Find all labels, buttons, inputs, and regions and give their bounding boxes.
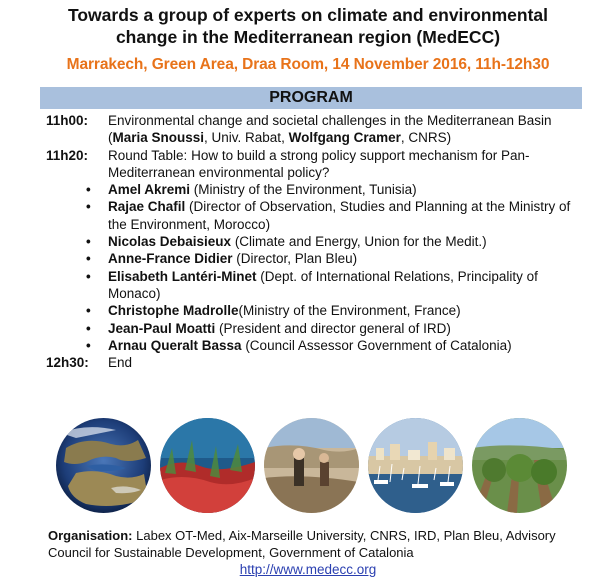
agenda-description: End (108, 355, 133, 371)
agenda-description (108, 112, 586, 147)
agenda-time: 12h30: (46, 355, 89, 371)
participant-role: (Ministry of the Environment, France) (238, 303, 461, 319)
participant-name: Elisabeth Lantéri-Minet (108, 268, 257, 284)
seagrass-photo (160, 418, 255, 513)
participant (46, 181, 586, 198)
event-details: Marrakech, Green Area, Draa Room, 14 November 2016, 11h-12h30 (66, 56, 550, 73)
harbour-photo (368, 418, 463, 513)
speaker-name: Wolfgang Cramer (288, 130, 401, 146)
participant-role: (Climate and Energy, Union for the Medit.) (231, 234, 487, 250)
participant (46, 302, 586, 319)
participant-role: (Ministry of the Environment, Tunisia) (190, 182, 417, 198)
speaker-affiliation: , Univ. Rabat, (204, 130, 289, 146)
bullet-icon: • (86, 303, 91, 319)
participant-name: Rajae Chafil (108, 199, 186, 215)
participant (46, 233, 586, 250)
participant (46, 250, 586, 267)
participant-name: Christophe Madrolle (108, 303, 239, 319)
participant-name: Nicolas Debaisieux (108, 234, 232, 250)
agenda-item-1230 (46, 354, 586, 371)
title-line-2: change in the Mediterranean region (MedECC) (115, 27, 501, 47)
bullet-icon: • (86, 268, 91, 284)
participant (46, 337, 586, 354)
participant-name: Arnau Queralt Bassa (108, 337, 242, 353)
agenda-description: Round Table: How to build a strong policy support mechanism for Pan-Mediterranean environmental policy? (108, 147, 530, 180)
participant-list (46, 181, 586, 354)
agenda-item-1100 (46, 112, 586, 147)
website-link-wrapper (0, 562, 616, 577)
agenda-item-1120 (46, 147, 586, 182)
participant-name: Anne-France Didier (108, 251, 233, 267)
participant-role: (President and director general of IRD) (215, 320, 451, 336)
participant-role: (Director, Plan Bleu) (232, 251, 358, 267)
bullet-icon: • (86, 251, 91, 267)
speaker-name: Maria Snoussi (112, 130, 205, 146)
participant (46, 268, 586, 303)
bullet-icon: • (86, 234, 91, 250)
title-line-1: Towards a group of experts on climate and environmental (67, 5, 549, 25)
website-link[interactable]: http://www.medecc.org (239, 562, 377, 577)
participant-role: (Director of Observation, Studies and Planning at the Ministry of the Environment, Morocco) (108, 199, 571, 232)
agenda (46, 112, 586, 371)
field-work-photo (264, 418, 359, 513)
participant (46, 198, 586, 233)
vineyard-photo (472, 418, 567, 513)
bullet-icon: • (86, 320, 91, 336)
agenda-text: Environmental change and societal challenges in the Mediterranean Basin ( (108, 113, 552, 146)
earth-photo (56, 418, 151, 513)
organisation-label: Organisation: (48, 528, 133, 543)
program-heading: PROGRAM (40, 87, 582, 109)
participant-role: (Dept. of International Relations, Principality of Monaco) (108, 268, 538, 301)
bullet-icon: • (86, 199, 91, 215)
speaker-affiliation: , CNRS) (400, 130, 452, 146)
photo-strip (56, 418, 566, 524)
document-title (0, 4, 616, 48)
organisation-text: Labex OT-Med, Aix-Marseille University, CNRS, IRD, Plan Bleu, Advisory Council for Sustainable Development, Government of Catalonia (48, 528, 556, 560)
agenda-time: 11h00: (46, 113, 89, 128)
agenda-time: 11h20: (46, 147, 89, 163)
participant-role: (Council Assessor Government of Catalonia) (241, 337, 512, 353)
participant-name: Jean-Paul Moatti (108, 320, 216, 336)
bullet-icon: • (86, 182, 91, 198)
bullet-icon: • (86, 337, 91, 353)
participant-name: Amel Akremi (108, 182, 191, 198)
participant (46, 320, 586, 337)
organisation-info (48, 528, 588, 561)
